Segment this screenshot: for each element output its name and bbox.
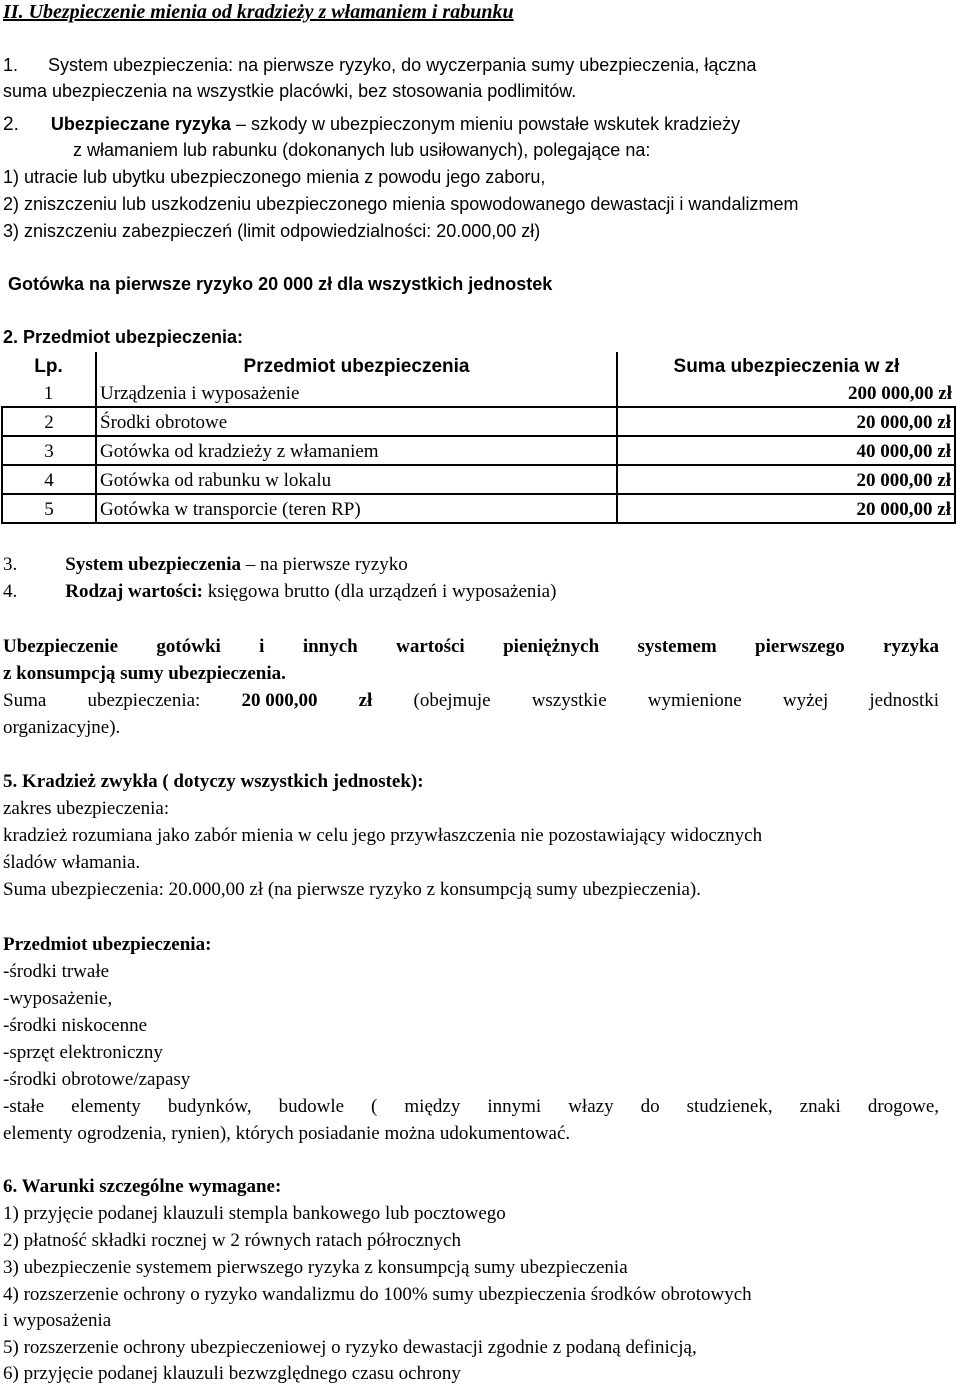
section-6-heading: 6. Warunki szczególne wymagane: (3, 1176, 282, 1197)
word: studzienek, (686, 1096, 773, 1117)
row-amount: 20 000,00 zł (617, 407, 955, 436)
list-item-fixed-elements-line2: elementy ogrodzenia, rynien), których posiadanie można udokumentować. (3, 1123, 571, 1144)
table-header-row (2, 352, 955, 379)
word: innymi (487, 1096, 542, 1117)
sum-line1 (3, 689, 939, 713)
point-4-rest: księgowa brutto (dla urządzeń i wyposażenia) (202, 581, 557, 602)
word: wyżej (782, 690, 829, 711)
section-5-scope: zakres ubezpieczenia: (3, 798, 170, 819)
row-amount: 20 000,00 zł (617, 465, 955, 494)
row-subject: Gotówka od kradzieży z włamaniem (96, 436, 617, 465)
point-4-number: 4. (3, 581, 18, 602)
condition-item: 6) przyjęcie podanej klauzuli bezwzględnego czasu ochrony (3, 1363, 461, 1384)
header-subject: Przedmiot ubezpieczenia (96, 352, 617, 379)
word: wymienione (647, 690, 742, 711)
sum-line2: organizacyjne). (3, 717, 121, 738)
cash-insurance-line1 (3, 635, 939, 659)
word: budowle (278, 1096, 345, 1117)
word: 20 000,00 (241, 690, 318, 711)
section-5-sum: Suma ubezpieczenia: 20.000,00 zł (na pierwsze ryzyko z konsumpcją sumy ubezpieczenia). (3, 879, 701, 900)
condition-item: 5) rozszerzenie ochrony ubezpieczeniowej o ryzyko dewastacji zgodnie z podaną definicją, (3, 1337, 697, 1358)
row-lp: 2 (2, 407, 96, 436)
row-lp: 1 (2, 379, 96, 407)
row-amount: 40 000,00 zł (617, 436, 955, 465)
condition-item: 3) ubezpieczenie systemem pierwszego ryzyka z konsumpcją sumy ubezpieczenia (3, 1257, 628, 1278)
word: ( (371, 1096, 378, 1117)
word: budynków, (167, 1096, 252, 1117)
point-4-bold: Rodzaj wartości: (65, 581, 203, 602)
word: do (640, 1096, 660, 1117)
point-3-rest: – na pierwsze ryzyko (240, 554, 408, 575)
point-2-bold: Ubezpieczane ryzyka (50, 114, 231, 134)
condition-item: 2) płatność składki rocznej w 2 równych ratach półrocznych (3, 1230, 461, 1251)
word: zł (358, 690, 373, 711)
point-2 (3, 112, 740, 137)
risk-item: 3) zniszczeniu zabezpieczeń (limit odpowiedzialności: 20.000,00 zł) (3, 221, 541, 241)
table-row (2, 494, 955, 523)
word: (obejmuje (413, 690, 491, 711)
word: pierwszego (755, 636, 845, 657)
word: pieniężnych (503, 636, 600, 657)
risk-item: 1) utracie lub ubytku ubezpieczonego mienia z powodu jego zaboru, (3, 167, 546, 187)
point-1-line1: System ubezpieczenia: na pierwsze ryzyko, do wyczerpania sumy ubezpieczenia, łączna (48, 55, 757, 75)
point-4 (3, 580, 556, 604)
cash-note: Gotówka na pierwsze ryzyko 20 000 zł dla wszystkich jednostek (8, 274, 553, 294)
word: jednostki (869, 690, 940, 711)
point-2-rest: – szkody w ubezpieczonym mieniu powstałe wskutek kradzieży (230, 114, 741, 134)
row-subject: Środki obrotowe (96, 407, 617, 436)
cash-insurance-line2: z konsumpcją sumy ubezpieczenia. (3, 663, 286, 684)
word: włazy (568, 1096, 614, 1117)
word: Ubezpieczenie (3, 636, 119, 657)
word: i (259, 636, 265, 657)
table-row (2, 407, 955, 436)
word: innych (302, 636, 358, 657)
point-2-number: 2. (3, 114, 19, 135)
section-5-definition: kradzież rozumiana jako zabór mienia w celu jego przywłaszczenia nie pozostawiający widocznych (3, 825, 763, 846)
row-lp: 4 (2, 465, 96, 494)
header-lp: Lp. (34, 356, 63, 377)
section-heading: II. Ubezpieczenie mienia od kradzieży z włamaniem i rabunku (3, 1, 514, 23)
list-item: -środki obrotowe/zapasy (3, 1069, 191, 1090)
header-sum: Suma ubezpieczenia w zł (617, 352, 955, 379)
list-item: -sprzęt elektroniczny (3, 1042, 163, 1063)
subject-list-heading: Przedmiot ubezpieczenia: (3, 934, 212, 955)
word: systemem (637, 636, 717, 657)
row-lp: 5 (2, 494, 96, 523)
insurance-table (1, 352, 956, 524)
word: Suma (3, 690, 47, 711)
section-5-heading: 5. Kradzież zwykła ( dotyczy wszystkich jednostek): (3, 771, 424, 792)
word: gotówki (156, 636, 221, 657)
word: między (404, 1096, 461, 1117)
word: -stałe (3, 1096, 45, 1117)
row-amount: 200 000,00 zł (617, 379, 955, 407)
condition-item: 4) rozszerzenie ochrony o ryzyko wandalizmu do 100% sumy ubezpieczenia środków obrotowych (3, 1284, 752, 1305)
row-subject: Urządzenia i wyposażenie (96, 379, 617, 407)
word: ryzyka (883, 636, 940, 657)
table-row (2, 436, 955, 465)
word: drogowe, (867, 1096, 940, 1117)
list-item: -środki trwałe (3, 961, 110, 982)
table-row (2, 465, 955, 494)
point-1 (3, 53, 756, 77)
row-amount: 20 000,00 zł (617, 494, 955, 523)
subject-heading: 2. Przedmiot ubezpieczenia: (3, 327, 244, 347)
word: elementy (71, 1096, 141, 1117)
risk-item: 2) zniszczeniu lub uszkodzeniu ubezpieczonego mienia spowodowanego dewastacji i wandalizmem (3, 194, 799, 214)
point-3-bold: System ubezpieczenia (65, 554, 241, 575)
row-lp: 3 (2, 436, 96, 465)
word: ubezpieczenia: (87, 690, 201, 711)
condition-item-continuation: i wyposażenia (3, 1310, 112, 1331)
row-subject: Gotówka od rabunku w lokalu (96, 465, 617, 494)
condition-item: 1) przyjęcie podanej klauzuli stempla bankowego lub pocztowego (3, 1203, 506, 1224)
section-5-definition-line2: śladów włamania. (3, 852, 141, 873)
word: wszystkie (531, 690, 607, 711)
table-row (2, 379, 955, 407)
list-item: -środki niskocenne (3, 1015, 148, 1036)
point-3-number: 3. (3, 554, 18, 575)
point-1-line2: suma ubezpieczenia na wszystkie placówki, bez stosowania podlimitów. (3, 81, 577, 101)
list-item-fixed-elements (3, 1095, 939, 1119)
point-1-number: 1. (3, 55, 19, 75)
word: wartości (396, 636, 465, 657)
point-3 (3, 553, 408, 577)
row-subject: Gotówka w transporcie (teren RP) (96, 494, 617, 523)
point-2-line2: z włamaniem lub rabunku (dokonanych lub usiłowanych), polegające na: (73, 140, 651, 160)
word: znaki (799, 1096, 841, 1117)
list-item: -wyposażenie, (3, 988, 113, 1009)
